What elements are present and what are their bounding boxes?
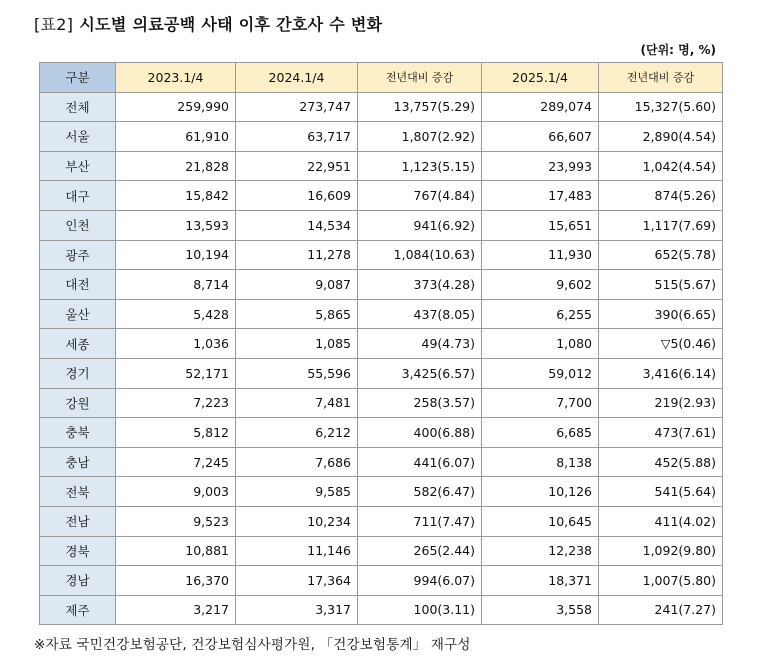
table-row (40, 477, 723, 507)
table-title (34, 12, 382, 35)
value-2023-q1: 1,036 (116, 329, 236, 359)
value-2025-q1: 9,602 (482, 270, 599, 300)
value-2024-q1: 7,481 (236, 388, 358, 418)
table-row (40, 240, 723, 270)
table-header-row (40, 63, 723, 93)
value-2023-q1: 7,223 (116, 388, 236, 418)
table-row (40, 329, 723, 359)
value-2025-q1: 8,138 (482, 447, 599, 477)
value-2023-q1: 16,370 (116, 566, 236, 596)
value-2023-q1: 52,171 (116, 358, 236, 388)
value-2025-q1: 7,700 (482, 388, 599, 418)
value-2024-q1: 16,609 (236, 181, 358, 211)
value-2024-q1: 11,278 (236, 240, 358, 270)
value-2025-q1: 18,371 (482, 566, 599, 596)
yoy-change-2025: 390(6.65) (599, 299, 723, 329)
yoy-change-2025: 219(2.93) (599, 388, 723, 418)
value-2023-q1: 7,245 (116, 447, 236, 477)
value-2024-q1: 63,717 (236, 122, 358, 152)
yoy-change-2025: 452(5.88) (599, 447, 723, 477)
region-cell: 부산 (40, 151, 116, 181)
header-category: 구분 (40, 63, 116, 93)
table-row (40, 151, 723, 181)
value-2023-q1: 9,003 (116, 477, 236, 507)
value-2025-q1: 11,930 (482, 240, 599, 270)
table-row (40, 358, 723, 388)
region-cell: 인천 (40, 210, 116, 240)
value-2023-q1: 5,812 (116, 418, 236, 448)
nurse-count-table (39, 62, 723, 625)
value-2024-q1: 9,087 (236, 270, 358, 300)
value-2023-q1: 5,428 (116, 299, 236, 329)
yoy-change-2024: 1,807(2.92) (358, 122, 482, 152)
yoy-change-2024: 437(8.05) (358, 299, 482, 329)
yoy-change-2025: 241(7.27) (599, 595, 723, 625)
yoy-change-2025: 1,042(4.54) (599, 151, 723, 181)
value-2024-q1: 11,146 (236, 536, 358, 566)
value-2025-q1: 10,645 (482, 506, 599, 536)
value-2024-q1: 17,364 (236, 566, 358, 596)
header-2024-q1: 2024.1/4 (236, 63, 358, 93)
table-row (40, 270, 723, 300)
yoy-change-2024: 711(7.47) (358, 506, 482, 536)
value-2024-q1: 10,234 (236, 506, 358, 536)
value-2024-q1: 5,865 (236, 299, 358, 329)
value-2023-q1: 10,881 (116, 536, 236, 566)
value-2023-q1: 8,714 (116, 270, 236, 300)
region-cell: 충북 (40, 418, 116, 448)
yoy-change-2025: 3,416(6.14) (599, 358, 723, 388)
yoy-change-2024: 3,425(6.57) (358, 358, 482, 388)
table-title-text: 시도별 의료공백 사태 이후 간호사 수 변화 (79, 15, 383, 34)
yoy-change-2024: 1,084(10.63) (358, 240, 482, 270)
yoy-change-2024: 400(6.88) (358, 418, 482, 448)
table-row (40, 447, 723, 477)
yoy-change-2024: 582(6.47) (358, 477, 482, 507)
value-2025-q1: 59,012 (482, 358, 599, 388)
region-cell: 경남 (40, 566, 116, 596)
value-2023-q1: 15,842 (116, 181, 236, 211)
yoy-change-2024: 941(6.92) (358, 210, 482, 240)
region-cell: 전북 (40, 477, 116, 507)
yoy-change-2024: 258(3.57) (358, 388, 482, 418)
value-2025-q1: 1,080 (482, 329, 599, 359)
yoy-change-2025: 874(5.26) (599, 181, 723, 211)
value-2025-q1: 6,255 (482, 299, 599, 329)
yoy-change-2025: 1,092(9.80) (599, 536, 723, 566)
table-row (40, 122, 723, 152)
yoy-change-2024: 767(4.84) (358, 181, 482, 211)
region-cell: 제주 (40, 595, 116, 625)
region-cell: 강원 (40, 388, 116, 418)
table-number: [표2] (34, 15, 74, 34)
yoy-change-2024: 1,123(5.15) (358, 151, 482, 181)
header-2023-q1: 2023.1/4 (116, 63, 236, 93)
region-cell: 전남 (40, 506, 116, 536)
value-2023-q1: 259,990 (116, 92, 236, 122)
yoy-change-2025: 15,327(5.60) (599, 92, 723, 122)
yoy-change-2024: 265(2.44) (358, 536, 482, 566)
table-row (40, 388, 723, 418)
header-yoy-change-2025: 전년대비 증감 (599, 63, 723, 93)
region-cell: 세종 (40, 329, 116, 359)
region-cell: 전체 (40, 92, 116, 122)
value-2025-q1: 23,993 (482, 151, 599, 181)
value-2025-q1: 66,607 (482, 122, 599, 152)
table-row (40, 536, 723, 566)
region-cell: 울산 (40, 299, 116, 329)
value-2025-q1: 10,126 (482, 477, 599, 507)
value-2024-q1: 55,596 (236, 358, 358, 388)
table-row (40, 418, 723, 448)
source-footnote: ※자료 국민건강보험공단, 건강보험심사평가원, 「건강보험통계」 재구성 (34, 637, 471, 653)
table-row (40, 92, 723, 122)
yoy-change-2025: 541(5.64) (599, 477, 723, 507)
yoy-change-2025: ▽5(0.46) (599, 329, 723, 359)
unit-label: (단위: 명, %) (640, 43, 716, 57)
yoy-change-2024: 373(4.28) (358, 270, 482, 300)
value-2025-q1: 12,238 (482, 536, 599, 566)
value-2025-q1: 17,483 (482, 181, 599, 211)
table-row (40, 181, 723, 211)
value-2024-q1: 22,951 (236, 151, 358, 181)
region-cell: 경기 (40, 358, 116, 388)
yoy-change-2025: 2,890(4.54) (599, 122, 723, 152)
value-2024-q1: 273,747 (236, 92, 358, 122)
yoy-change-2025: 1,007(5.80) (599, 566, 723, 596)
yoy-change-2025: 411(4.02) (599, 506, 723, 536)
yoy-change-2024: 13,757(5.29) (358, 92, 482, 122)
table-row (40, 506, 723, 536)
value-2023-q1: 61,910 (116, 122, 236, 152)
region-cell: 충남 (40, 447, 116, 477)
yoy-change-2025: 473(7.61) (599, 418, 723, 448)
value-2023-q1: 9,523 (116, 506, 236, 536)
value-2024-q1: 7,686 (236, 447, 358, 477)
value-2024-q1: 3,317 (236, 595, 358, 625)
value-2023-q1: 13,593 (116, 210, 236, 240)
value-2023-q1: 10,194 (116, 240, 236, 270)
region-cell: 경북 (40, 536, 116, 566)
value-2024-q1: 9,585 (236, 477, 358, 507)
yoy-change-2024: 49(4.73) (358, 329, 482, 359)
table-row (40, 299, 723, 329)
value-2023-q1: 3,217 (116, 595, 236, 625)
value-2023-q1: 21,828 (116, 151, 236, 181)
yoy-change-2024: 100(3.11) (358, 595, 482, 625)
table-row (40, 595, 723, 625)
region-cell: 대전 (40, 270, 116, 300)
yoy-change-2024: 994(6.07) (358, 566, 482, 596)
value-2024-q1: 1,085 (236, 329, 358, 359)
yoy-change-2025: 652(5.78) (599, 240, 723, 270)
region-cell: 광주 (40, 240, 116, 270)
header-2025-q1: 2025.1/4 (482, 63, 599, 93)
table-row (40, 210, 723, 240)
yoy-change-2025: 1,117(7.69) (599, 210, 723, 240)
value-2024-q1: 14,534 (236, 210, 358, 240)
yoy-change-2025: 515(5.67) (599, 270, 723, 300)
value-2024-q1: 6,212 (236, 418, 358, 448)
yoy-change-2024: 441(6.07) (358, 447, 482, 477)
region-cell: 대구 (40, 181, 116, 211)
region-cell: 서울 (40, 122, 116, 152)
header-yoy-change-2024: 전년대비 증감 (358, 63, 482, 93)
value-2025-q1: 289,074 (482, 92, 599, 122)
value-2025-q1: 3,558 (482, 595, 599, 625)
value-2025-q1: 6,685 (482, 418, 599, 448)
table-row (40, 566, 723, 596)
value-2025-q1: 15,651 (482, 210, 599, 240)
